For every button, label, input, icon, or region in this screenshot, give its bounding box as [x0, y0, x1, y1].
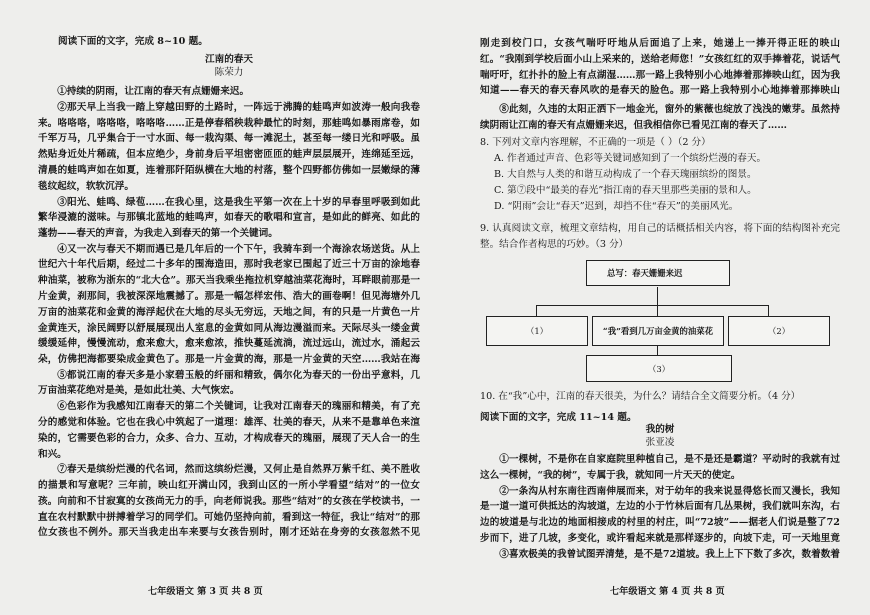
question-8-option-b: B. 大自然与人类的和谐互动构成了一个春天瑰丽缤纷的图景。	[494, 168, 757, 180]
paragraph-3: ③阳光、蛙鸣、绿苞……在我心里，这是我生平第一次在上十岁的早春里呼吸到如此繁华浸漉的滋味。与那镇北蓝地的蛙鸣声，如春天的歌唱和宣言，是如此的鲜亮、如此的蓬勃——春天的声音，为我走入到春天的第一个关键词。	[38, 196, 420, 240]
diagram-right-box: （2）	[728, 316, 830, 346]
paragraph-4: ④又一次与春天不期而遇已是几年后的一个下午，我骑车到一个海涂农场送货。从上世纪六十年代后期，经过二十多年的围海造田，那时我老家已围起了近三十万亩的涂地春种油菜，被称为浙东的“北大仓”。那天当我乘坐拖拉机穿越油菜花海时，耳畔眼前那是一片金黄，刹那间，我被深深地震撼了。那是一幅怎样宏伟、浩大的画卷啊！但见海塘外几万亩的油菜花和金黄的海浮起伏在大地的尽头无穷远，天地之间，有的只是一片黄色一片金黄连天，涂民阔野以舒展展现出人室息的金黄如同从海边漫溢而来。天际尽头一缕金黄缓缓延伸，慢慢流动，愈来愈大，愈来愈浓，推快蔓延流淌，流过远山，流过水，涌起云朵，仿佛把海都要染成金黄色了。那是一片金黄的海，那是一片金黄的天空……我站在海	[38, 243, 420, 366]
article-2-title: 我的树	[645, 424, 675, 435]
diagram-connector	[536, 305, 769, 306]
reading-intro: 阅读下面的文字，完成 8~10 题。	[58, 36, 208, 47]
question-8	[480, 135, 840, 215]
diagram-connector	[536, 305, 537, 316]
question-8-option-c: C. 第⑦段中“最美的春光”指江南的春天里那些美丽的景和人。	[494, 184, 757, 196]
diagram-connector	[657, 287, 658, 305]
article-2-author: 张亚凌	[645, 437, 675, 448]
diagram-bottom-box: （3）	[586, 355, 732, 382]
question-8-option-a: A. 作者通过声音、色彩等关键词感知到了一个缤纷烂漫的春天。	[494, 152, 767, 164]
question-9-stem: 9. 认真阅读文章，梳理文章结构，用自己的话概括相关内容，将下面的结构图补充完整。结合作者构思的巧妙。（3 分）	[480, 223, 840, 250]
paragraph-1: ①持续的阴雨，让江南的春天有点姗姗来迟。	[57, 86, 250, 97]
paragraph-6: ⑥色彩作为我感知江南春天的第二个关键词，让我对江南春天的瑰丽和精美，有了充分的感觉和体验。它也在我心中筑起了一道理：雄浑、壮美的春天，从来不是靠单色来渲染的，它需要色彩的合力，众多、合力、互动，才构成春天的瑰丽，展现了天人合一的生和兴。	[38, 401, 420, 460]
article-2-paragraph-1: ①一棵树，不是你在自家庭院里种植自己，是不是还是霸道？平动时的我就有过这么一棵树，“我的树”，专属于我，就知同一片天天的使定。	[480, 454, 840, 481]
paragraph-8: ⑧此刻，久违的太阳正洒下一地金光，窗外的紫薇也绽放了浅浅的嫩芽。虽然持续阴雨让江南的春天有点姗姗来迟，但我相信你已看见江南的春天了……	[480, 104, 840, 131]
question-8-stem: 8. 下列对文章内容理解，不正确的一项是（ ）（2 分）	[480, 137, 711, 148]
diagram-top-box: 总写：春天姗姗来迟	[586, 260, 730, 286]
article-2-body	[480, 452, 840, 563]
structure-diagram	[480, 256, 840, 382]
left-page	[38, 0, 420, 615]
question-10-stem: 10. 在“我”心中，江南的春天很美，为什么？请结合全文简要分析。（4 分）	[480, 391, 801, 402]
diagram-connector	[768, 305, 769, 316]
paragraph-7: ⑦春天是缤纷烂漫的代名词，然而这缤纷烂漫，又何止是自然界万紫千红、美不胜收的描景和写意呢？三年前，映山红开满山冈，我到山区的一所小学看望“结对”的一位女孩。向前和不甘寂寞的女孩尚无力的手，向老师说我。那些“结对”的女孩在学校读书，一直在农村默默中拼搏着学习的同学们。可她仍坚持向前，看到这一特征，我让“结对”的那位女孩也不例外。那天当我走出车来要与女孩告别时，刚才还站在身旁的女孩忽然不见	[38, 464, 420, 539]
paragraph-2: ②那天早上当我一踏上穿越田野的土路时，一阵远于沸腾的蛙鸣声如波涛一般向我卷来。咯咯咯，咯咯咯，咯咯咯……正是停春稻秧栽种最忙的时刻，那蛙鸣如暴雨席卷，如千军万马，几乎集合于一寸水面、每一栽沟渠、每一滩泥土，甚至每一缕日光和呼吸。虽然贴身近处片稀疏，但本应绝少，身前身后平坦密密匝匝的蛙声层层展开，连绵延至远，清晨的蛙鸣声如在如夏，连着那阡陌纵横在大地的村落，整个四野都仿佛如一层嫩绿的薄毯纹起纹，软软沉浮。	[38, 101, 420, 192]
diagram-connector	[657, 305, 658, 316]
reading-intro-2: 阅读下面的文字，完成 11~14 题。	[480, 412, 637, 423]
article-author: 陈荣力	[214, 67, 244, 78]
article-2-paragraph-2: ②一条沟从村东南往西南伸展而来，对于幼年的我来说显得悠长而又漫长，我知是一道一道可供抵达的沟坡道，左边的小于竹林后面有几丛果树，我们就叫东沟，右边的坡道是与北边的地面相接成的村里的村庄，叫“72坡”——据老人们说是整了72步而下，进了几坡，多变化，或许看起来就是那样逐步的，向坡下走，可一天地里竟	[480, 485, 840, 544]
question-8-option-d: D. “阴雨”会让“春天”迟到，却挡不住“春天”的美丽风光。	[494, 200, 739, 212]
paragraph-5: ⑤都说江南的春天多是小家碧玉般的纤丽和精致，偶尔化为春天的一份出乎意料，几万亩油菜花绝对是美，是如此壮美、大气恢宏。	[38, 369, 420, 397]
article-2-paragraph-3: ③喜欢极美的我曾试图弄清楚，是不是72道坡。我上上下下数了多次，数着数着	[499, 548, 840, 560]
diagram-left-box: （1）	[486, 316, 588, 346]
article-body	[38, 84, 420, 541]
article-title: 江南的春天	[205, 54, 253, 65]
left-page-footer: 七年级语文 第 3 页 共 8 页	[148, 586, 263, 597]
right-page-footer: 七年级语文 第 4 页 共 8 页	[610, 586, 725, 597]
paragraph-7-continuation: 刚走到校门口，女孩气喘吁吁地从后面追了上来，她递上一捧开得正旺的映山红。“我刚到学校后面小山上采来的，送给老师您！”女孩红红的双手捧着花，说话气喘吁吁，红扑扑的脸上有点湖湿……那一路上我特别小心地捧着那捧映山红，因为我知道——春天的春天春风吹的是春天的脸色。那一路上我特别小心地捧着那捧映山	[480, 38, 840, 97]
right-page	[480, 0, 840, 615]
diagram-connector	[657, 345, 658, 355]
diagram-middle-box: “我”看到几万亩金黄的油菜花	[592, 316, 724, 346]
